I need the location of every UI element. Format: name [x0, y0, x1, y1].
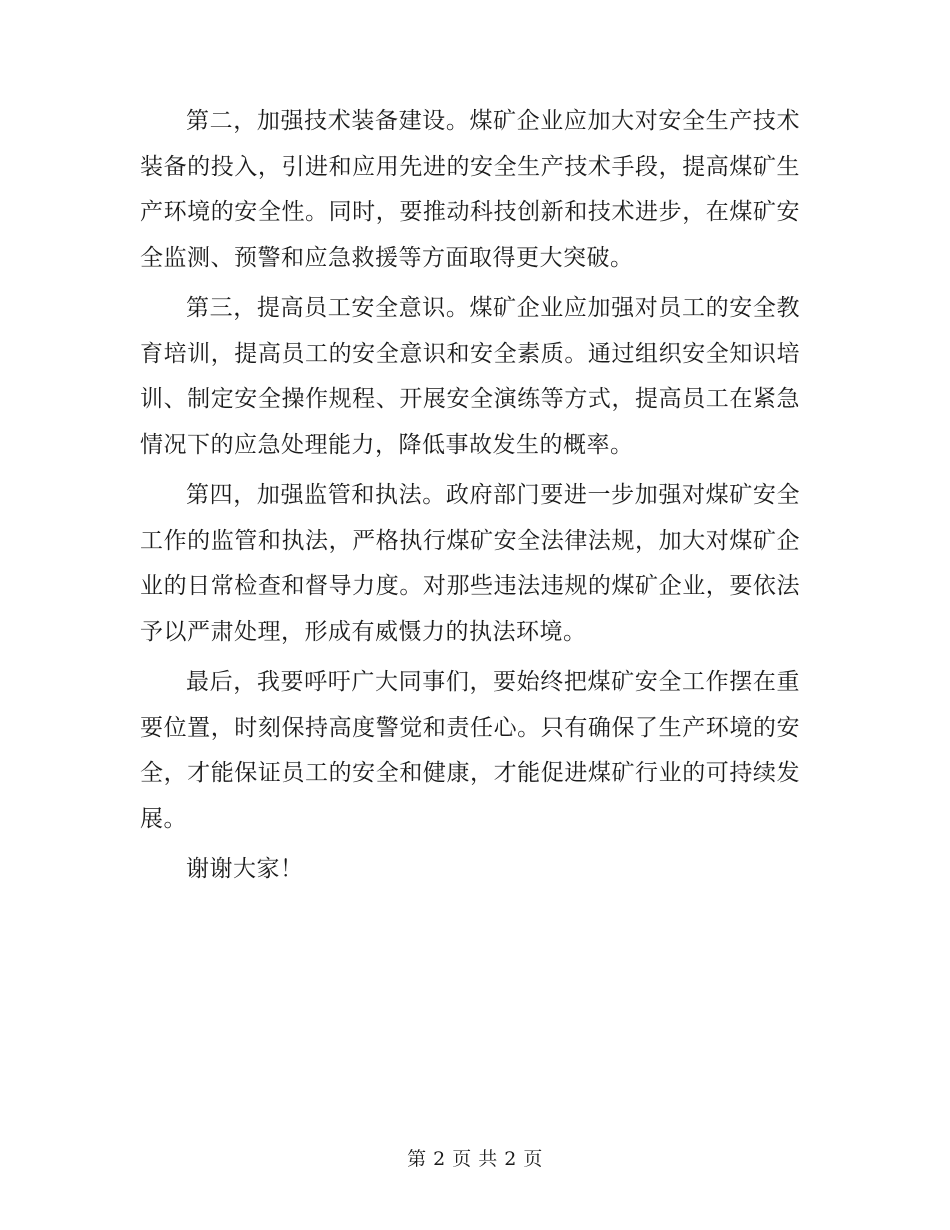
paragraph-thanks: 谢谢大家！: [186, 856, 304, 882]
document-body: [140, 99, 800, 898]
paragraph-awareness: 第三，提高员工安全意识。煤矿企业应加强对员工的安全教育培训，提高员工的安全意识和安全素质。通过组织安全知识培训、制定安全操作规程、开展安全演练等方式，提高员工在紧急情况下的应急处理能力，降低事故发生的概率。: [140, 295, 800, 458]
paragraph-conclusion: 最后，我要呼吁广大同事们，要始终把煤矿安全工作摆在重要位置，时刻保持高度警觉和责任心。只有确保了生产环境的安全，才能保证员工的安全和健康，才能促进煤矿行业的可持续发展。: [140, 669, 800, 832]
paragraph-supervision: 第四，加强监管和执法。政府部门要进一步加强对煤矿安全工作的监管和执法，严格执行煤矿安全法律法规，加大对煤矿企业的日常检查和督导力度。对那些违法违规的煤矿企业，要依法予以严肃处理，形成有威慑力的执法环境。: [140, 482, 800, 645]
page-number-label: 第 2 页 共 2 页: [407, 1148, 543, 1170]
paragraph-equipment: 第二，加强技术装备建设。煤矿企业应加大对安全生产技术装备的投入，引进和应用先进的安全生产技术手段，提高煤矿生产环境的安全性。同时，要推动科技创新和技术进步，在煤矿安全监测、预警和应急救援等方面取得更大突破。: [140, 108, 800, 271]
page-footer: [0, 1144, 950, 1171]
